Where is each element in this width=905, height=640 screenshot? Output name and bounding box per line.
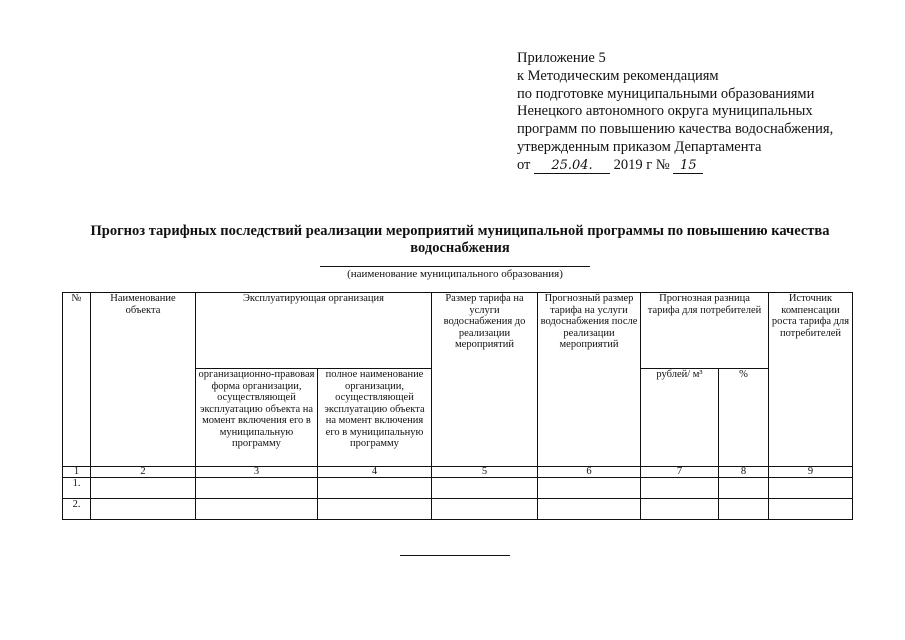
column-number: 3 (196, 467, 318, 478)
header-difference-rubles: рублей/ м³ (641, 369, 719, 467)
appendix-line: Ненецкого автономного округа муниципальных (517, 103, 813, 120)
column-number: 8 (719, 467, 769, 478)
header-object-name: Наименование объекта (91, 293, 196, 467)
table-cell (196, 499, 318, 520)
column-number: 1 (63, 467, 91, 478)
header-tariff-before: Размер тарифа на услуги водоснабжения до реализации мероприятий (432, 293, 538, 467)
table-row (63, 499, 853, 520)
appendix-line: Приложение 5 (517, 50, 606, 66)
handwritten-date: 25.04. (534, 159, 610, 174)
appendix-line: программ по повышению качества водоснабжения, (517, 121, 834, 138)
table-cell (318, 478, 432, 499)
column-number: 4 (318, 467, 432, 478)
table-cell (538, 478, 641, 499)
header-operator-full-name: полное наименование организации, осуществляющей эксплуатацию объекта на момент включения его в муниципальную программу (318, 369, 432, 467)
header-no: № (63, 293, 91, 467)
table-cell (719, 478, 769, 499)
column-number: 5 (432, 467, 538, 478)
header-tariff-difference: Прогнозная разница тарифа для потребителей (641, 293, 769, 369)
header-compensation-source: Источник компенсации роста тарифа для потребителей (769, 293, 853, 467)
municipality-caption: (наименование муниципального образования) (347, 268, 563, 280)
table-cell (719, 499, 769, 520)
municipality-blank-line (320, 266, 590, 267)
header-operator: Эксплуатирующая организация (196, 293, 432, 369)
table-cell (769, 478, 853, 499)
table-cell (432, 478, 538, 499)
appendix-line: к Методическим рекомендациям (517, 67, 719, 84)
table-cell (432, 499, 538, 520)
row-number: 1. (63, 478, 91, 499)
table-cell (91, 499, 196, 520)
header-operator-form: организационно-правовая форма организации, осуществляющей эксплуатацию объекта на момент включения его в муниципальную программу (196, 369, 318, 467)
column-number: 7 (641, 467, 719, 478)
column-number: 2 (91, 467, 196, 478)
appendix-block (517, 50, 833, 175)
appendix-date-line (517, 157, 833, 175)
column-number: 6 (538, 467, 641, 478)
table-cell (538, 499, 641, 520)
row-number: 2. (63, 499, 91, 520)
appendix-line: утвержденным приказом Департамента (517, 138, 762, 155)
header-difference-percent: % (719, 369, 769, 467)
appendix-line: по подготовке муниципальными образованиями (517, 85, 815, 102)
tariff-forecast-table (62, 292, 853, 520)
table-row (63, 478, 853, 499)
date-prefix: от (517, 156, 531, 173)
year-text: 2019 г № (613, 156, 670, 173)
table-cell (769, 499, 853, 520)
table-cell (196, 478, 318, 499)
document-title: Прогноз тарифных последствий реализации мероприятий муниципальной программы по повышению качества водоснабжения (90, 223, 830, 256)
table-cell (641, 478, 719, 499)
handwritten-number: 15 (673, 159, 703, 174)
table-cell (641, 499, 719, 520)
footer-separator-line (400, 555, 510, 556)
header-tariff-forecast: Прогнозный размер тарифа на услуги водоснабжения после реализации мероприятий (538, 293, 641, 467)
column-number: 9 (769, 467, 853, 478)
table-cell (318, 499, 432, 520)
table-cell (91, 478, 196, 499)
column-number-row (63, 467, 853, 478)
